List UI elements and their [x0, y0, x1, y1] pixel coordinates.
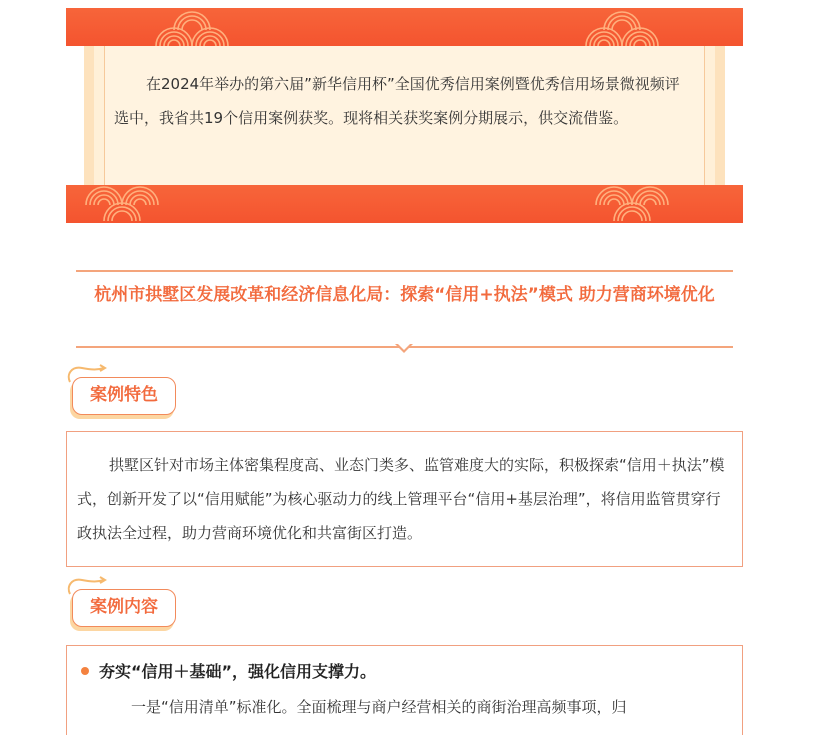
section-tag-content: [62, 576, 182, 632]
bullet-heading: 夯实“信用＋基础”，强化信用支撑力。: [99, 662, 377, 681]
wave-pattern-icon: [66, 185, 743, 223]
wave-pattern-icon: [66, 8, 743, 46]
article-title: 杭州市拱墅区发展改革和经济信息化局：探索“信用+执法”模式 助力营商环境优化: [94, 285, 715, 305]
section-tag-features: [62, 364, 182, 420]
top-banner: [66, 8, 743, 46]
title-divider-top: [76, 270, 733, 272]
content-paragraph: 一是“信用清单”标准化。全面梳理与商户经营相关的商街治理高频事项，归: [131, 698, 627, 716]
features-box: [66, 431, 743, 567]
features-paragraph: 拱墅区针对市场主体密集程度高、业态门类多、监管难度大的实际，积极探索“信用＋执法”模式，创新开发了以“信用赋能”为核心驱动力的线上管理平台“信用+基层治理”，将信用监管贯穿行政执法全过程，助力营商环境优化和共富街区打造。: [77, 456, 725, 542]
section-tag-label: 案例内容: [72, 589, 176, 627]
intro-text: 在2024年举办的第六届”新华信用杯”全国优秀信用案例暨优秀信用场景微视频评选中，我省共19个信用案例获奖。现将相关获奖案例分期展示，供交流借鉴。: [114, 75, 680, 127]
bullet-dot-icon: [81, 667, 89, 675]
section-tag-label: 案例特色: [72, 377, 176, 415]
bottom-banner: [66, 185, 743, 223]
content-box: [66, 645, 743, 735]
